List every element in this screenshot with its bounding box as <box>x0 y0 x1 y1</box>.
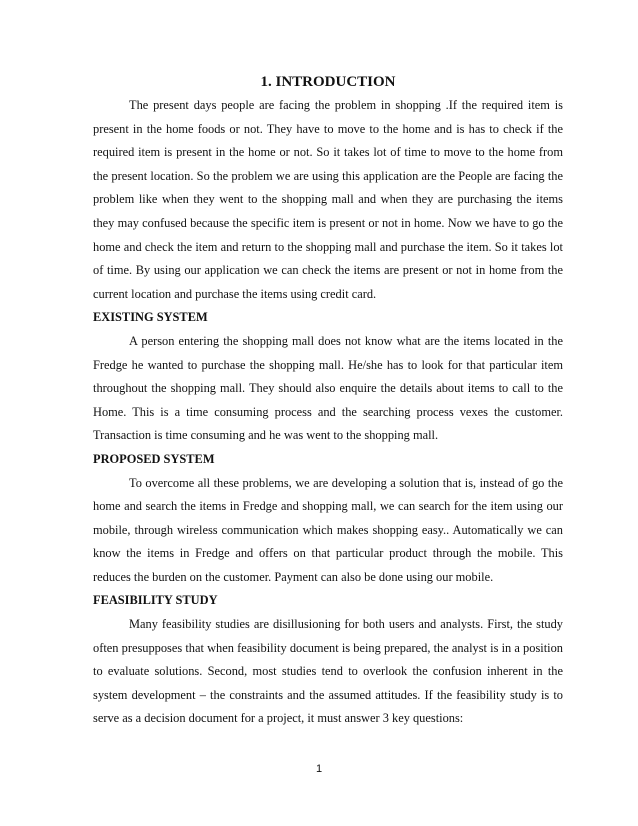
feasibility-study-heading: FEASIBILITY STUDY <box>93 593 218 608</box>
proposed-system-heading: PROPOSED SYSTEM <box>93 451 215 466</box>
proposed-system-paragraph: To overcome all these problems, we are developing a solution that is, instead of go the home and search the items in Fredge and shopping mall, we can search for the item using our mobile, through wireless communication which makes shopping easy.. Automatically we can know the items in Fredge and offers on that particular product through the mobile. This reduces the burden on the customer. Payment can also be done using our mobile. <box>93 475 563 584</box>
intro-paragraph: The present days people are facing the problem in shopping .If the required item is present in the home foods or not. They have to move to the home and is has to check if the required item is present in the home or not. So it takes lot of time to move to the home from the present location. So the problem we are using this application are the People are facing the problem like when they went to the shopping mall and when they are purchasing the items they may confused because the specific item is present or not in home. Now we have to go the home and check the item and return to the shopping mall and purchase the item. So it takes lot of time. By using our application we can check the items are present or not in home from the current location and purchase the items using credit card. <box>93 98 563 301</box>
chapter-title: 1. INTRODUCTION <box>260 74 396 90</box>
feasibility-study-paragraph: Many feasibility studies are disillusioning for both users and analysts. First, the study often presupposes that when feasibility document is being prepared, the analyst is in a position to evaluate solutions. Second, most studies tend to overlook the confusion inherent in the system development – the constraints and the assumed attitudes. If the feasibility study is to serve as a decision document for a project, it must answer 3 key questions: <box>93 617 563 726</box>
page-number: 1 <box>315 763 323 775</box>
page-content <box>93 71 563 731</box>
existing-system-heading: EXISTING SYSTEM <box>93 310 208 325</box>
existing-system-paragraph: A person entering the shopping mall does not know what are the items located in the Fredge he wanted to purchase the shopping mall. He/she has to look for that particular item throughout the shopping mall. They should also enquire the details about items to call to the Home. This is a time consuming process and the searching process vexes the customer. Transaction is time consuming and he was went to the shopping mall. <box>93 333 563 443</box>
